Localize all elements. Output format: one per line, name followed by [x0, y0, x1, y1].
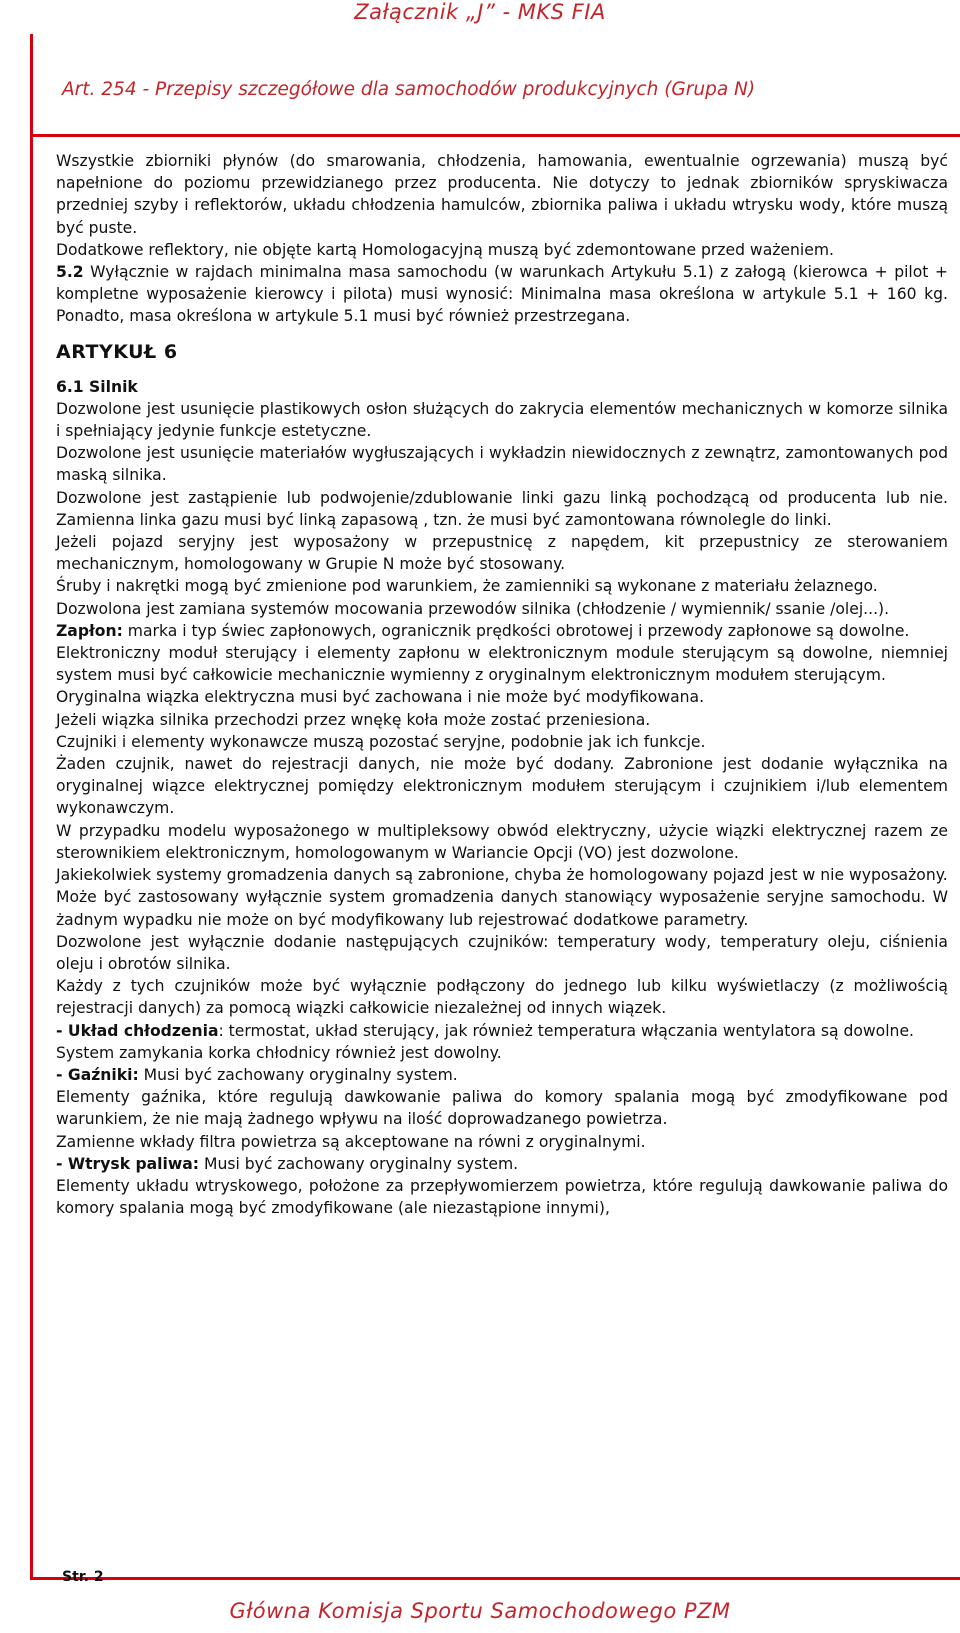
injection-label: - Wtrysk paliwa: — [56, 1154, 200, 1173]
section-number-5-2: 5.2 — [56, 263, 84, 282]
paragraph-5-2-text: Wyłącznie w rajdach minimalna masa samochodu (w warunkach Artykułu 5.1) z załogą (kierowca + pilot + kompletne wyposażenie kierowcy i pilota) musi wynosić: Minimalna masa określona w artykule 5.1 + 160 kg. Ponadto, masa określona w artykule 5.1 musi być również przestrzegana. — [56, 263, 948, 326]
paragraph-carburettors — [56, 1064, 948, 1086]
section-6-1-heading — [56, 376, 948, 398]
paragraph-radiator-cap: System zamykania korka chłodnicy również jest dowolny. — [56, 1043, 502, 1062]
paragraph-allowed-sensors: Dozwolone jest wyłącznie dodanie następujących czujników: temperatury wody, temperatury oleju, ciśnienia oleju i obrotów silnika. — [56, 932, 948, 973]
paragraph-displays: Każdy z tych czujników może być wyłącznie podłączony do jednego lub kilku wyświetlaczy (z możliwością rejestracji danych) za pomocą wiązki całkowicie niezależnej od innych wiązek. — [56, 977, 948, 1018]
article-title: Art. 254 - Przepisy szczegółowe dla samochodów produkcyjnych (Grupa N) — [62, 79, 756, 100]
paragraph-throttle-cable: Dozwolone jest zastąpienie lub podwojenie/zdublowanie linki gazu linką pochodzącą od producenta lub nie. Zamienna linka gazu musi być linką zapasową , tzn. że musi być zamontowana równolegle do linki. — [56, 488, 948, 529]
paragraph-throttle-kit: Jeżeli pojazd seryjny jest wyposażony w przepustnicę z napędem, kit przepustnicy ze sterowaniem mechanicznym, homologowany w Grupie N może być stosowany. — [56, 533, 948, 574]
ignition-text: marka i typ świec zapłonowych, ogranicznik prędkości obrotowej i przewody zapłonowe są dowolne. — [122, 621, 910, 640]
footer-rule — [30, 1577, 960, 1580]
paragraph-injection-elements: Elementy układu wtryskowego, położone za przepływomierzem powietrza, które regulują dawkowanie paliwa do komory spalania mogą być zmodyfikowane (ale niezastąpione innymi), — [56, 1176, 948, 1218]
header-rule — [30, 134, 960, 137]
section-number-6-1: 6.1 — [56, 377, 84, 396]
paragraph-hoses: Dozwolona jest zamiana systemów mocowania przewodów silnika (chłodzenie / wymiennik/ ssanie /olej...). — [56, 599, 890, 618]
paragraph-cooling — [56, 1020, 948, 1042]
paragraph-insulation: Dozwolone jest usunięcie materiałów wygłuszających i wykładzin niewidocznych z zewnątrz, zamontowanych pod maską silnika. — [56, 444, 948, 485]
document-body — [56, 150, 948, 1219]
paragraph-data-logging: Może być zastosowany wyłącznie system gromadzenia danych stanowiący wyposażenie seryjne samochodu. W żadnym wypadku nie może on być modyfikowany lub rejestrować dodatkowe parametry. — [56, 888, 948, 929]
carburettor-text: Musi być zachowany oryginalny system. — [138, 1065, 458, 1084]
paragraph-multiplex: W przypadku modelu wyposażonego w multipleksowy obwód elektryczny, użycie wiązki elektrycznej razem ze sterownikiem elektronicznym, homologowanym w Wariancie Opcji (VO) jest dozwolone. — [56, 821, 948, 862]
paragraph-injection — [56, 1153, 948, 1175]
cooling-label: - Układ chłodzenia — [56, 1021, 219, 1040]
paragraph-air-filter: Zamienne wkłady filtra powietrza są akceptowane na równi z oryginalnymi. — [56, 1132, 646, 1151]
article-6-heading: ARTYKUŁ 6 — [56, 340, 178, 363]
margin-line — [30, 34, 33, 1579]
page-number: Str. 2 — [62, 1569, 104, 1585]
paragraph-ignition — [56, 620, 948, 642]
paragraph-reflectors: Dodatkowe reflektory, nie objęte kartą Homologacyjną muszą być zdemontowane przed ważeniem. — [56, 240, 834, 259]
paragraph-no-sensor: Żaden czujnik, nawet do rejestracji danych, nie może być dodany. Zabronione jest dodanie wyłącznika na oryginalnej wiązce elektrycznej pomiędzy elektronicznym modułem sterującym i czujnikiem i/lub elementem wykonawczym. — [56, 755, 948, 818]
annex-title: Załącznik „J” - MKS FIA — [354, 0, 606, 24]
cooling-text: : termostat, układ sterujący, jak również temperatura włączania wentylatora są dowolne. — [218, 1021, 914, 1040]
section-title-6-1: Silnik — [83, 377, 138, 396]
paragraph-carburettor-elements: Elementy gaźnika, które regulują dawkowanie paliwa do komory spalania mogą być zmodyfikowane pod warunkiem, że nie mają żadnego wpływu na ilość doprowadzanego powietrza. — [56, 1088, 948, 1129]
paragraph-5-2 — [56, 261, 948, 328]
paragraph-data-systems: Jakiekolwiek systemy gromadzenia danych są zabronione, chyba że homologowany pojazd jest w nie wyposażony. — [56, 866, 948, 885]
carburettor-label: - Gaźniki: — [56, 1065, 139, 1084]
ignition-label: Zapłon: — [56, 621, 123, 640]
footer-organization: Główna Komisja Sportu Samochodowego PZM — [229, 1599, 731, 1623]
injection-text: Musi być zachowany oryginalny system. — [199, 1154, 519, 1173]
paragraph-sensors: Czujniki i elementy wykonawcze muszą pozostać seryjne, podobnie jak ich funkcje. — [56, 732, 706, 751]
paragraph-wheel-arch: Jeżeli wiązka silnika przechodzi przez wnękę koła może zostać przeniesiona. — [56, 710, 651, 729]
paragraph-covers: Dozwolone jest usunięcie plastikowych osłon służących do zakrycia elementów mechanicznych w komorze silnika i spełniający jedynie funkcje estetyczne. — [56, 399, 948, 441]
paragraph-bolts: Śruby i nakrętki mogą być zmienione pod warunkiem, że zamienniki są wykonane z materiału żelaznego. — [56, 577, 878, 596]
paragraph-wiring: Oryginalna wiązka elektryczna musi być zachowana i nie może być modyfikowana. — [56, 688, 705, 707]
paragraph-fluids: Wszystkie zbiorniki płynów (do smarowania, chłodzenia, hamowania, ewentualnie ogrzewania) muszą być napełnione do poziomu przewidzianego przez producenta. Nie dotyczy to jednak zbiorników spryskiwacza przedniej szyby i reflektorów, układu chłodzenia hamulców, zbiornika paliwa i układu wtrysku wody, które muszą być puste. — [56, 152, 948, 237]
paragraph-ecu: Elektroniczny moduł sterujący i elementy zapłonu w elektronicznym module sterującym są dowolne, niemniej system musi być całkowicie mechanicznie wymienny z oryginalnym elektronicznym modułem sterującym. — [56, 644, 948, 685]
